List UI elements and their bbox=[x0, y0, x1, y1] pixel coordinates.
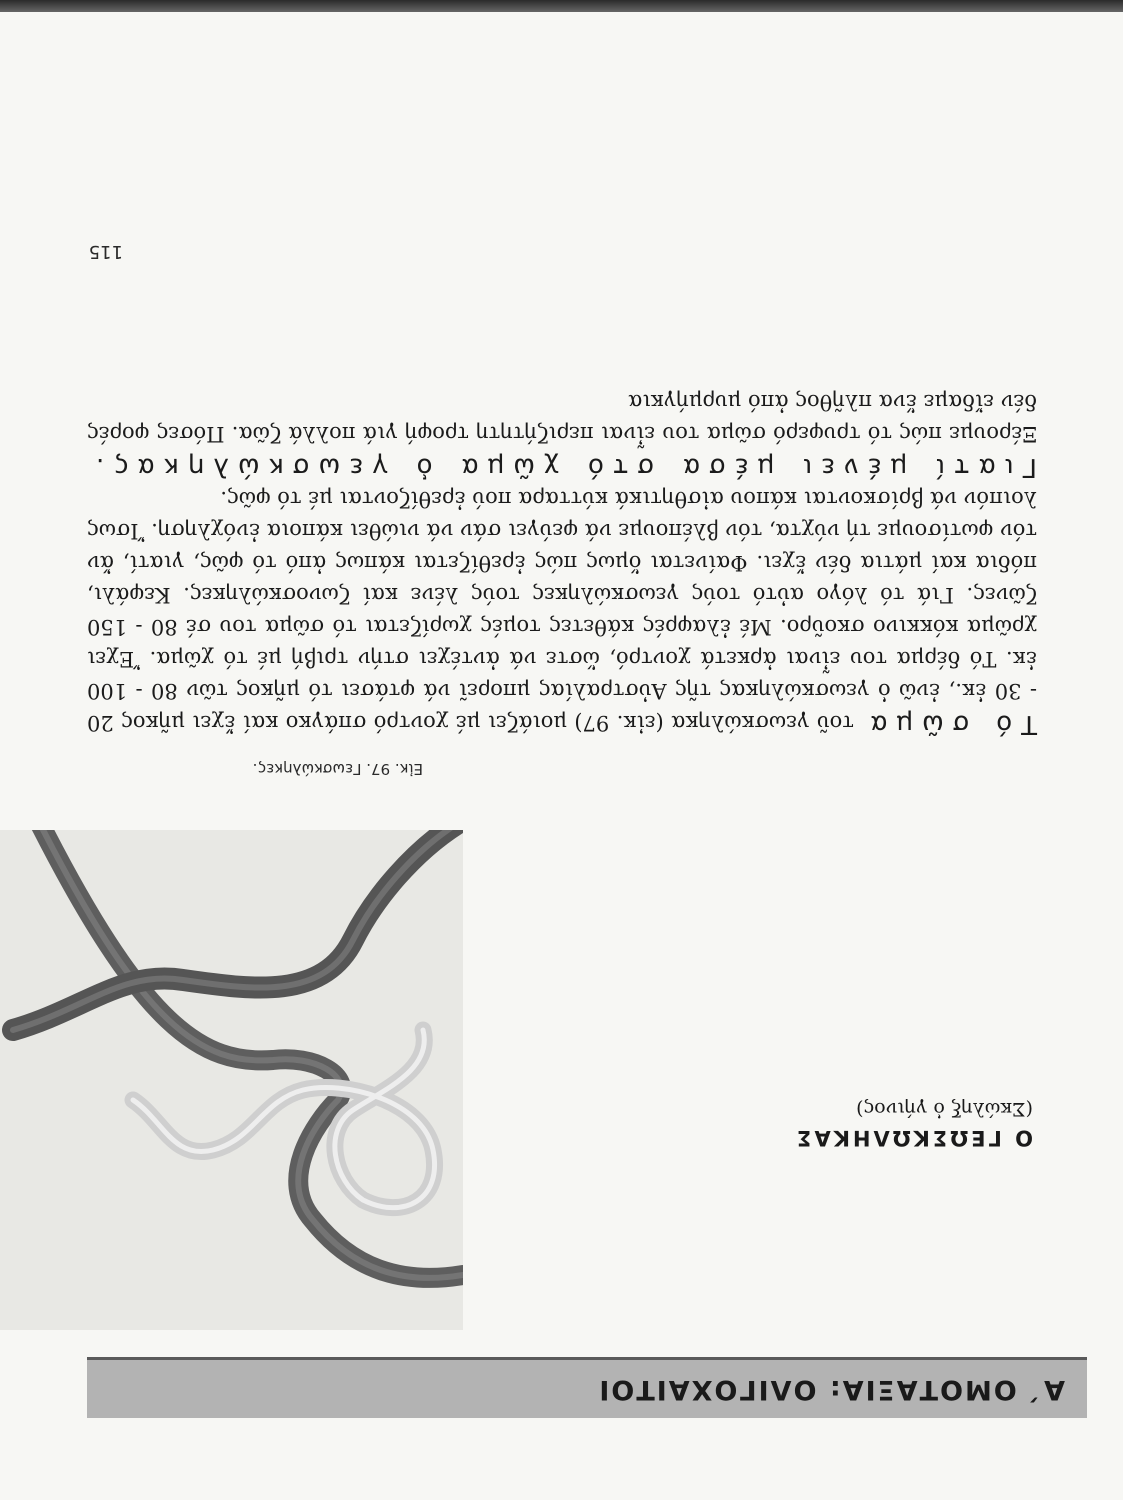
dark-earthworm-bottom bbox=[13, 830, 463, 1030]
chapter-header-title: Α΄ ΟΜΟΤΑΞΙΑ: ΟΛΙΓΟΧΑΙΤΟΙ bbox=[597, 1374, 1065, 1405]
figure-earthworms bbox=[0, 830, 463, 1330]
scan-edge bbox=[0, 0, 1123, 12]
paragraph-habitat bbox=[87, 386, 1037, 483]
body-text bbox=[87, 386, 1037, 740]
paragraph-lead: Τό σῶμα bbox=[861, 709, 1037, 739]
section-title: Ο ΓΕΩΣΚΩΛΗΚΑΣ bbox=[794, 1126, 1033, 1150]
paragraph-body-description bbox=[87, 483, 1037, 740]
earthworm-illustration bbox=[0, 830, 463, 1330]
paragraph-text: τοῦ γεωσκώληκα (εἰκ. 97) μοιάζει μέ χοντρό σπάγκο καί ἔχει μῆκος 20 - 30 ἑκ., ἐνῶ ὁ γεωσκώληκας τῆς Αὐστραλίας μπορεῖ νά φτάσει τό μῆκος τῶν 80 - 100 ἑκ. Τό δέρμα του εἶναι ἀρκετά χοντρό, ὥστε νά ἀντέχει στήν τριβή μέ τό χῶμα. Ἔχει χρῶμα κόκκινο σκοῦρο. Μέ ἐλαφρές κάθετες τομές χωρίζεται τό σῶμα του σέ 80 - 150 ζῶνες. Γιά τό λόγο αὐτό τούς γεωσκώληκες τούς λένε καί ζωνοσκώληκες. Κεφάλι, πόδια καί μάτια δέν ἔχει. Φαίνεται ὅμως πώς ἐρεθίζεται κάπως ἀπό τό φῶς, γιατί, ἄν τόν φωτίσουμε τή νύχτα, τόν βλέπουμε νά φεύγει σάν νά νιώθει κάποια ἐνόχληση. Ἴσως λοιπόν νά βρίσκονται κάπου αἰσθητικά κύτταρα πού ἐρεθίζονται μέ τό φῶς. bbox=[87, 487, 1037, 735]
section-subtitle: (Σκώληξ ὁ γήινος) bbox=[856, 1098, 1033, 1120]
chapter-header bbox=[87, 1357, 1087, 1418]
figure-caption: Εἰκ. 97. Γεωσκώληκες. bbox=[252, 760, 423, 778]
paragraph-text: Ξέρουμε πώς τό τρυφερό σῶμα του εἶναι περιζήτητη τροφή γιά πολλά ζῶα. Πόσες φορές δέν εἴδαμε ἕνα πλῆθος ἀπό μυρμήγκια bbox=[87, 390, 1037, 446]
page-number: 115 bbox=[88, 241, 123, 262]
paragraph-lead: Γιατί μένει μέσα στό χῶμα ὁ γεωσκώληκας. bbox=[87, 452, 1037, 482]
